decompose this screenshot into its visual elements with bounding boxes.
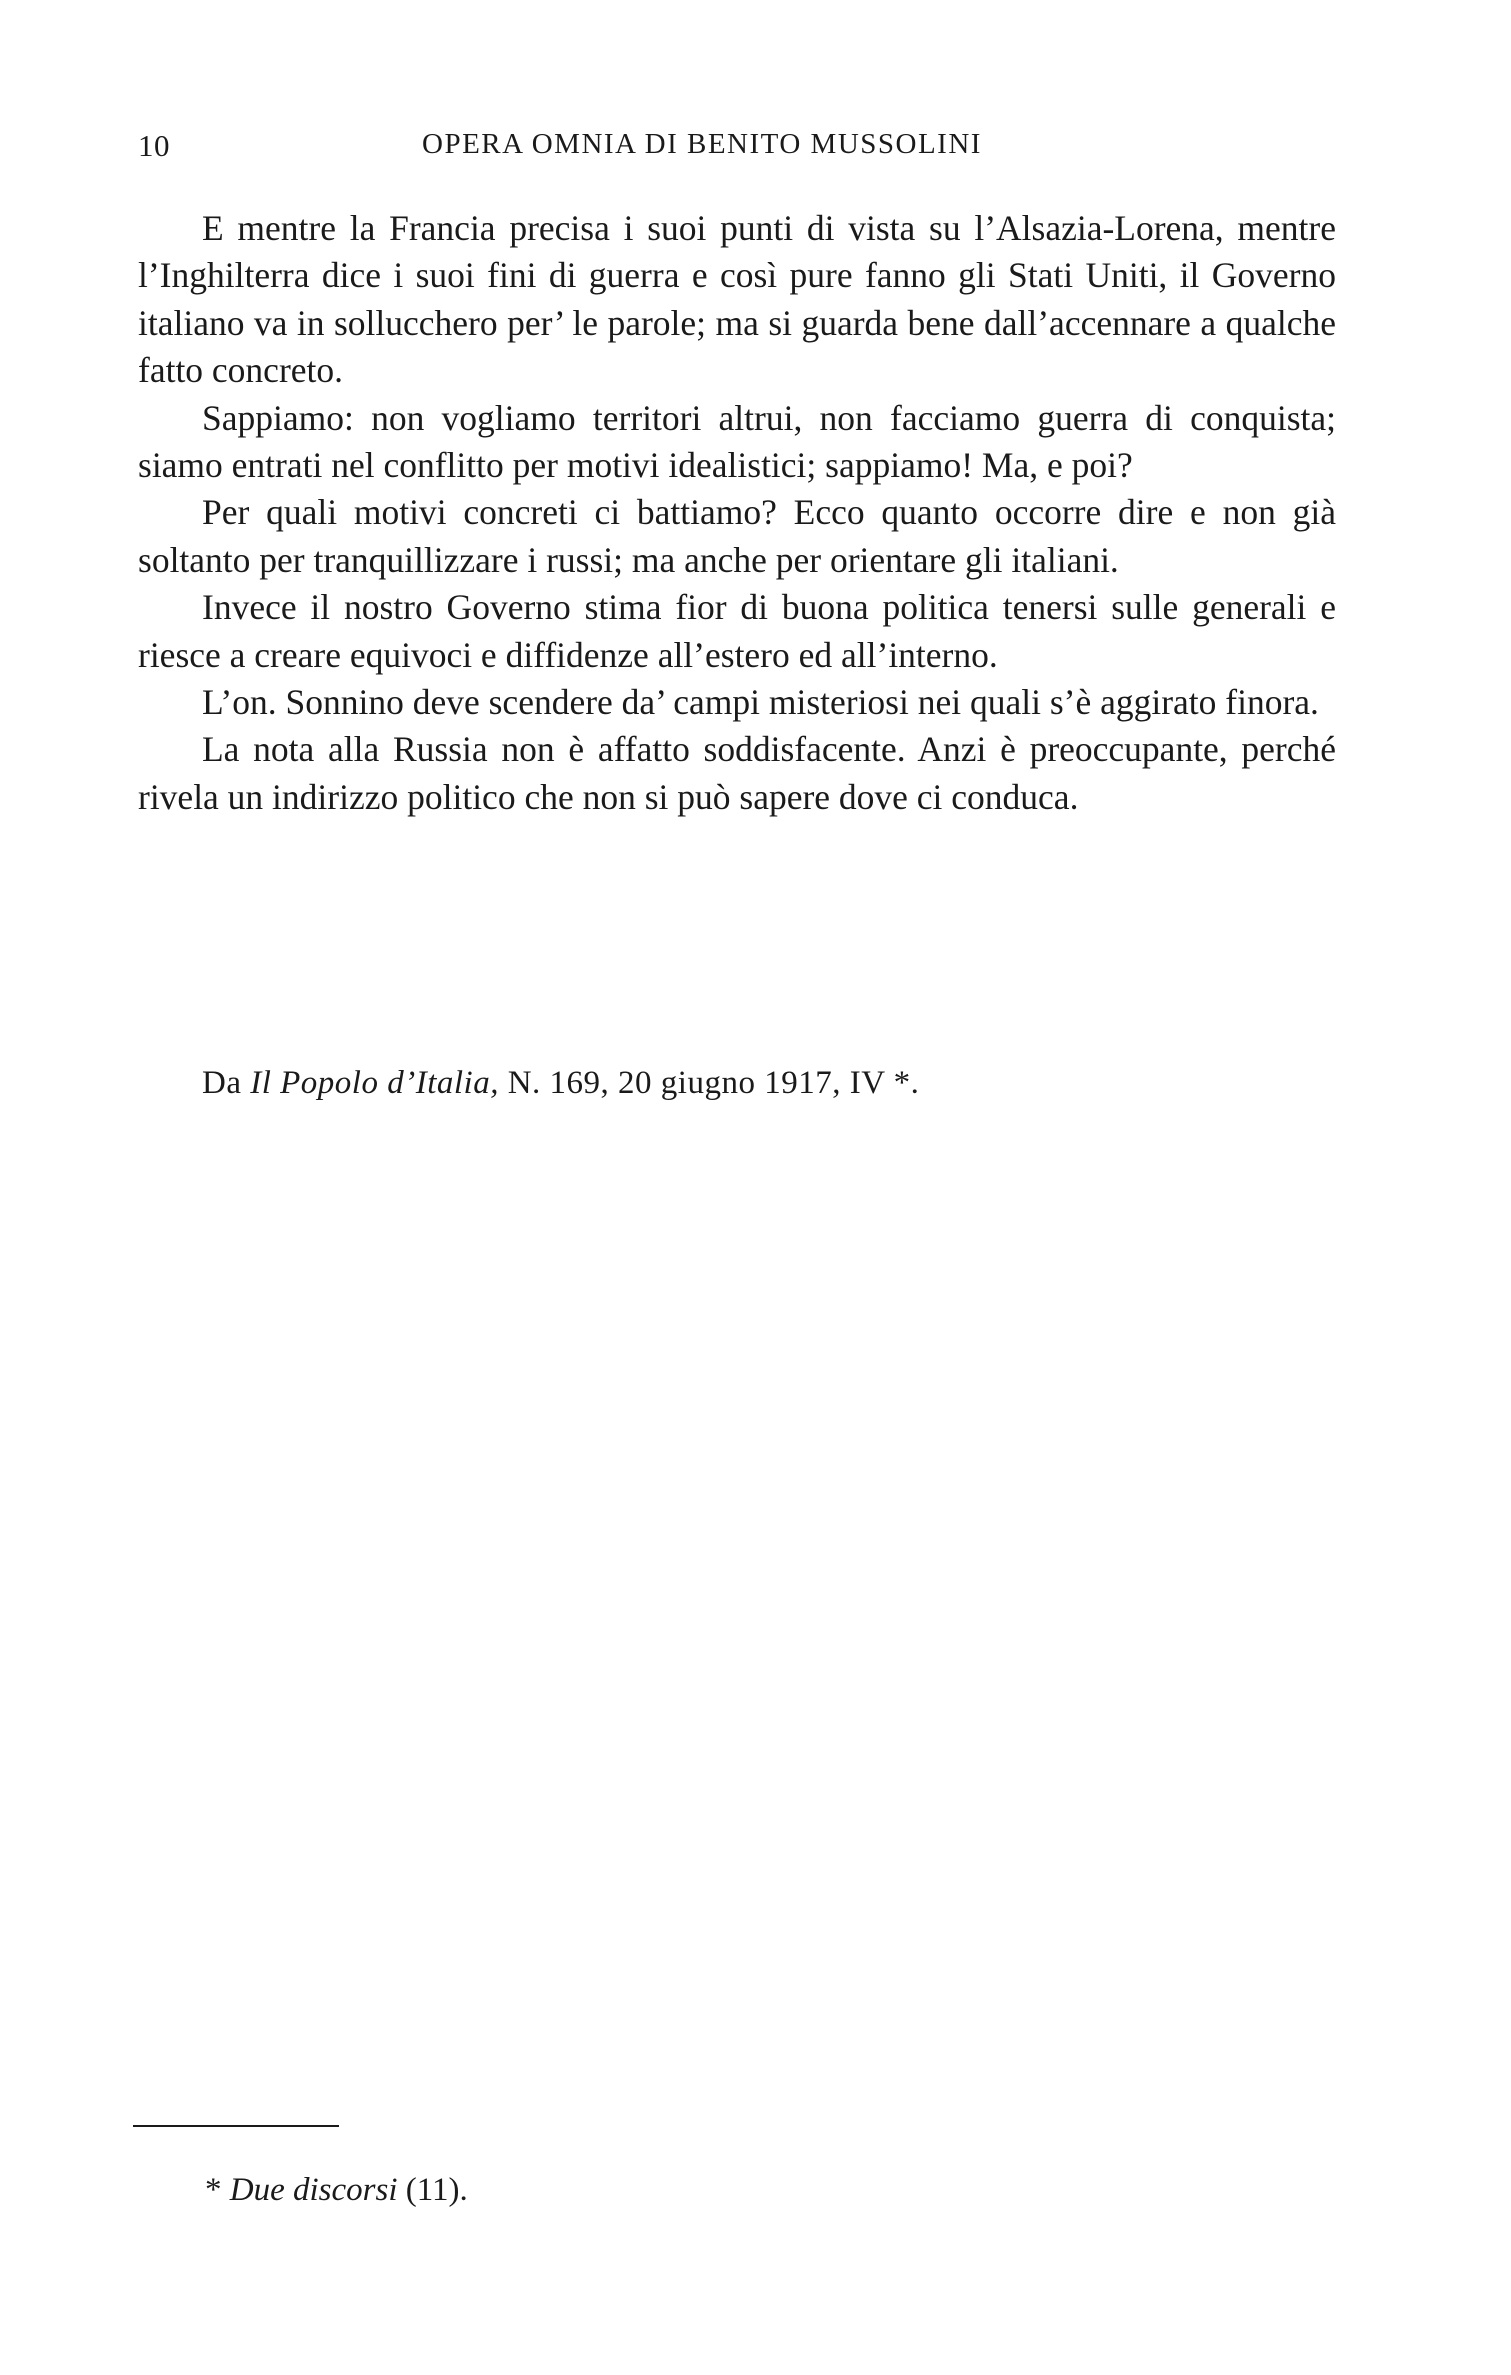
page-number: 10 xyxy=(138,128,170,163)
source-citation xyxy=(202,1065,919,1102)
footnote-reference: (11). xyxy=(405,2172,468,2208)
paragraph: Sappiamo: non vogliamo territori altrui, non facciamo guerra di conquista; siamo entrati nel conflitto per motivi idealistici; sappiamo! Ma, e poi? xyxy=(138,397,1336,486)
source-details: N. 169, 20 giugno 1917, IV *. xyxy=(507,1065,920,1101)
footnote-title: Due discorsi xyxy=(229,2172,398,2208)
footnote xyxy=(205,2172,468,2209)
footnote-divider xyxy=(133,2125,339,2127)
running-title: OPERA OMNIA DI BENITO MUSSOLINI xyxy=(422,128,982,160)
source-prefix: Da xyxy=(202,1065,242,1101)
paragraph: La nota alla Russia non è affatto soddisfacente. Anzi è preoccupante, perché rivela un indirizzo politico che non si può sapere dove ci conduca. xyxy=(138,729,1336,817)
source-journal: Il Popolo d’Italia, xyxy=(250,1065,499,1101)
article-body xyxy=(138,205,1336,821)
paragraph: L’on. Sonnino deve scendere da’ campi misteriosi nei quali s’è aggirato finora. xyxy=(202,682,1319,723)
running-header xyxy=(138,128,1338,172)
footnote-marker: * xyxy=(205,2172,222,2208)
paragraph: Per quali motivi concreti ci battiamo? Ecco quanto occorre dire e non già soltanto per tranquillizzare i russi; ma anche per orientare gli italiani. xyxy=(138,492,1336,580)
paragraph: Invece il nostro Governo stima fior di buona politica tenersi sulle generali e riesce a creare equivoci e diffidenze all’estero ed all’interno. xyxy=(138,587,1336,675)
paragraph: E mentre la Francia precisa i suoi punti di vista su l’Alsazia-Lorena, mentre l’Inghilterra dice i suoi fini di guerra e così pure fanno gli Stati Uniti, il Governo italiano va in sollucchero per’ le parole; ma si guarda bene dall’accennare a qualche fatto concreto. xyxy=(138,208,1336,391)
